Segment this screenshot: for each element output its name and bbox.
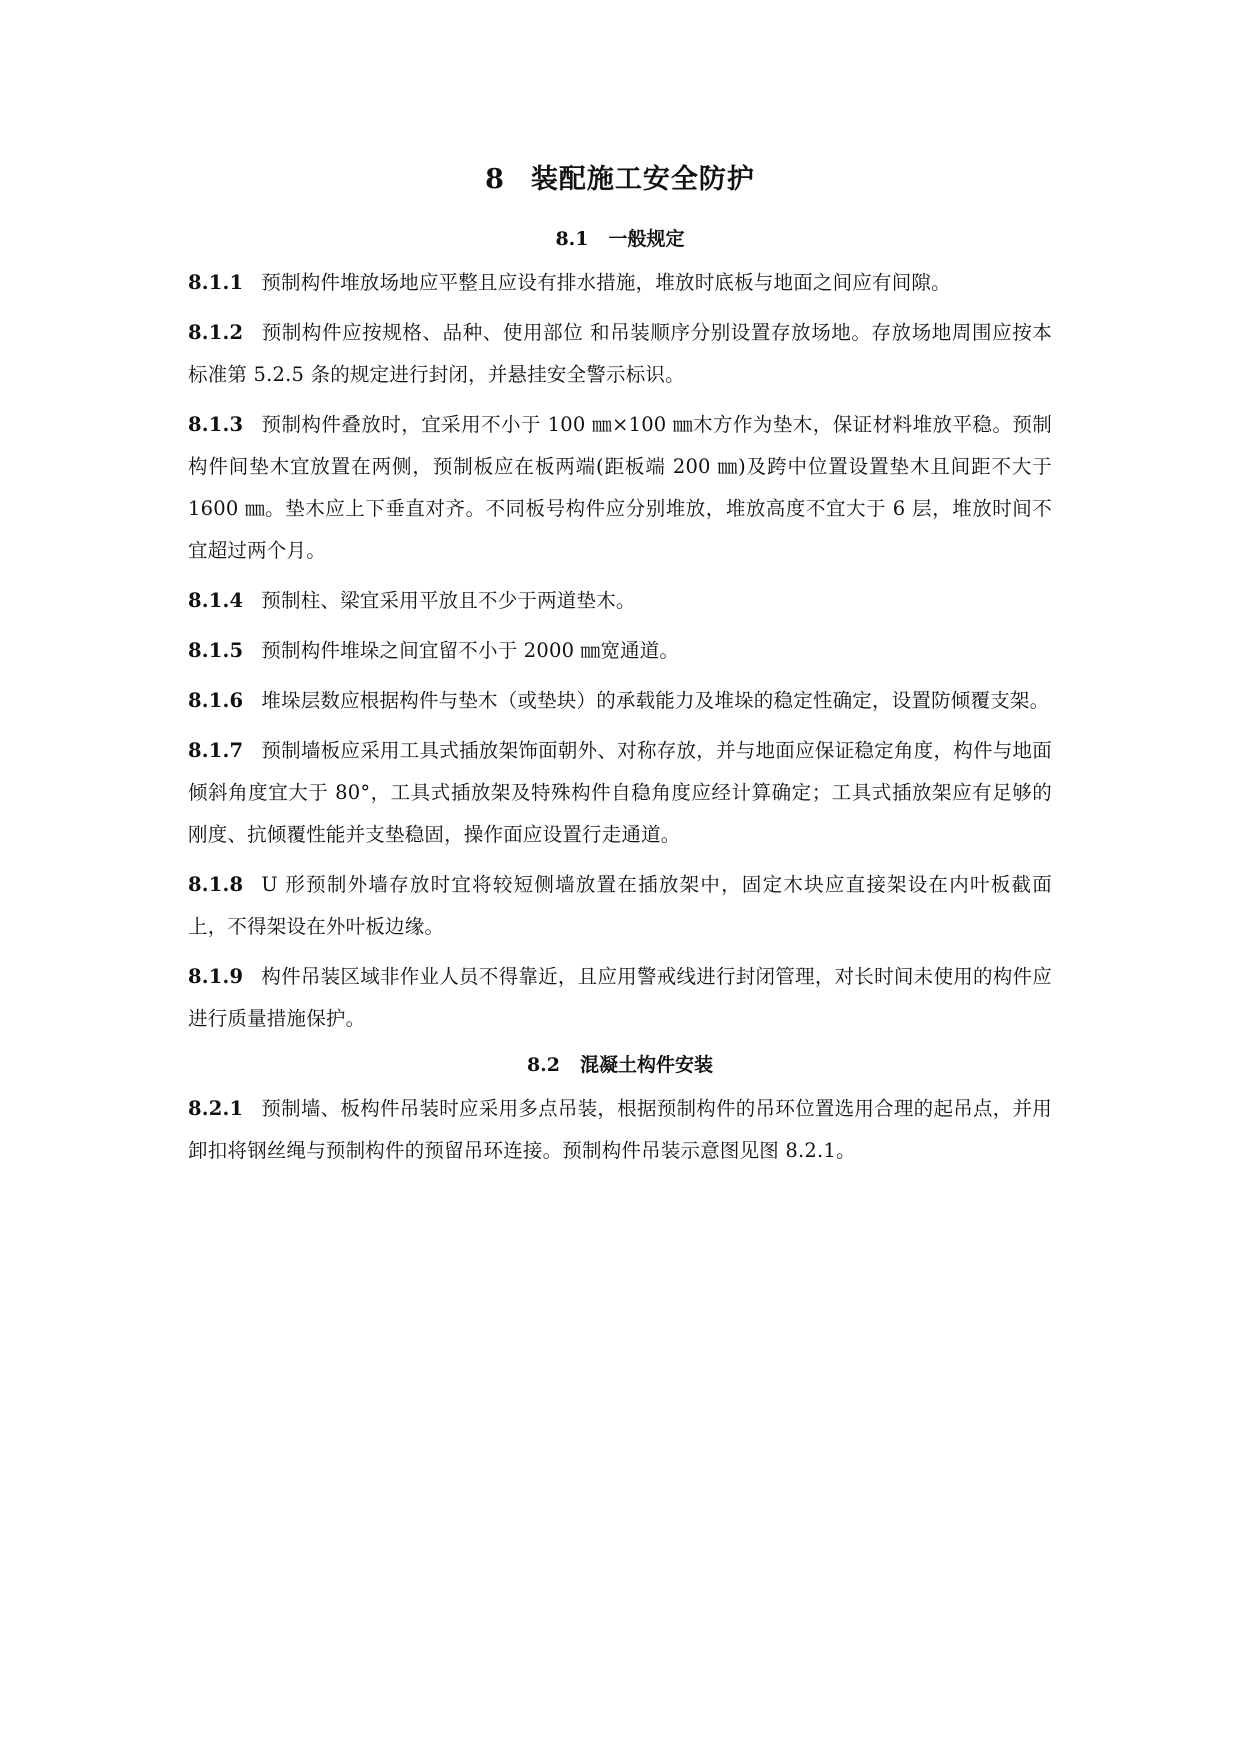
clause-text: 预制墙、板构件吊装时应采用多点吊装，根据预制构件的吊环位置选用合理的起吊点，并用卸扣将钢丝绳与预制构件的预留吊环连接。预制构件吊装示意图见图 8.2.1。	[188, 1097, 1052, 1162]
clause-8-1-9	[188, 956, 1052, 1040]
clause-8-1-3	[188, 404, 1052, 572]
clause-8-1-6	[188, 680, 1052, 722]
clause-text: 预制构件应按规格、品种、使用部位 和吊装顺序分别设置存放场地。存放场地周围应按本标准第 5.2.5 条的规定进行封闭，并悬挂安全警示标识。	[188, 321, 1052, 386]
clause-text: 预制构件堆放场地应平整且应设有排水措施，堆放时底板与地面之间应有间隙。	[261, 271, 951, 294]
section-number: 8.1	[555, 228, 589, 250]
clause-8-1-5	[188, 630, 1052, 672]
clause-8-1-8	[188, 864, 1052, 948]
section-title-text: 一般规定	[608, 228, 685, 250]
clause-number: 8.1.7	[188, 739, 244, 762]
clause-number: 8.1.5	[188, 639, 244, 662]
chapter-number: 8	[485, 164, 505, 195]
clause-number: 8.1.3	[188, 413, 244, 436]
clause-text: 预制柱、梁宜采用平放且不少于两道垫木。	[261, 589, 636, 612]
chapter-title-text: 装配施工安全防护	[530, 164, 755, 195]
clause-8-1-4	[188, 580, 1052, 622]
clause-8-1-2	[188, 312, 1052, 396]
clause-number: 8.2.1	[188, 1097, 244, 1120]
section-number: 8.2	[526, 1054, 561, 1076]
clause-number: 8.1.6	[188, 689, 244, 712]
section-title	[188, 1048, 1052, 1082]
section-title-text: 混凝土构件安装	[580, 1054, 714, 1076]
clause-8-1-1	[188, 262, 1052, 304]
clause-8-1-7	[188, 730, 1052, 856]
clause-text: 构件吊装区域非作业人员不得靠近，且应用警戒线进行封闭管理，对长时间未使用的构件应进行质量措施保护。	[188, 965, 1052, 1030]
clause-text: 预制构件叠放时，宜采用不小于 100 ㎜×100 ㎜木方作为垫木，保证材料堆放平稳。预制构件间垫木宜放置在两侧，预制板应在板两端(距板端 200 ㎜)及跨中位置设置垫木且间距不大于 1600 ㎜。垫木应上下垂直对齐。不同板号构件应分别堆放，堆放高度不宜大于 6 层，堆放时间不宜超过两个月。	[188, 413, 1052, 562]
clause-text: 预制墙板应采用工具式插放架饰面朝外、对称存放，并与地面应保证稳定角度，构件与地面倾斜角度宜大于 80°，工具式插放架及特殊构件自稳角度应经计算确定；工具式插放架应有足够的刚度、抗倾覆性能并支垫稳固，操作面应设置行走通道。	[188, 739, 1052, 846]
clause-text: 预制构件堆垛之间宜留不小于 2000 ㎜宽通道。	[261, 639, 680, 662]
clause-number: 8.1.2	[188, 321, 244, 344]
clause-text: 堆垛层数应根据构件与垫木（或垫块）的承载能力及堆垛的稳定性确定，设置防倾覆支架。	[261, 689, 1050, 712]
clause-text: U 形预制外墙存放时宜将较短侧墙放置在插放架中，固定木块应直接架设在内叶板截面上，不得架设在外叶板边缘。	[188, 873, 1052, 938]
section-title	[188, 222, 1052, 256]
clause-number: 8.1.4	[188, 589, 244, 612]
clause-8-2-1	[188, 1088, 1052, 1172]
clause-number: 8.1.8	[188, 873, 244, 896]
document-content	[188, 160, 1052, 1180]
clause-number: 8.1.9	[188, 965, 244, 988]
chapter-title	[188, 160, 1052, 200]
clause-number: 8.1.1	[188, 271, 244, 294]
